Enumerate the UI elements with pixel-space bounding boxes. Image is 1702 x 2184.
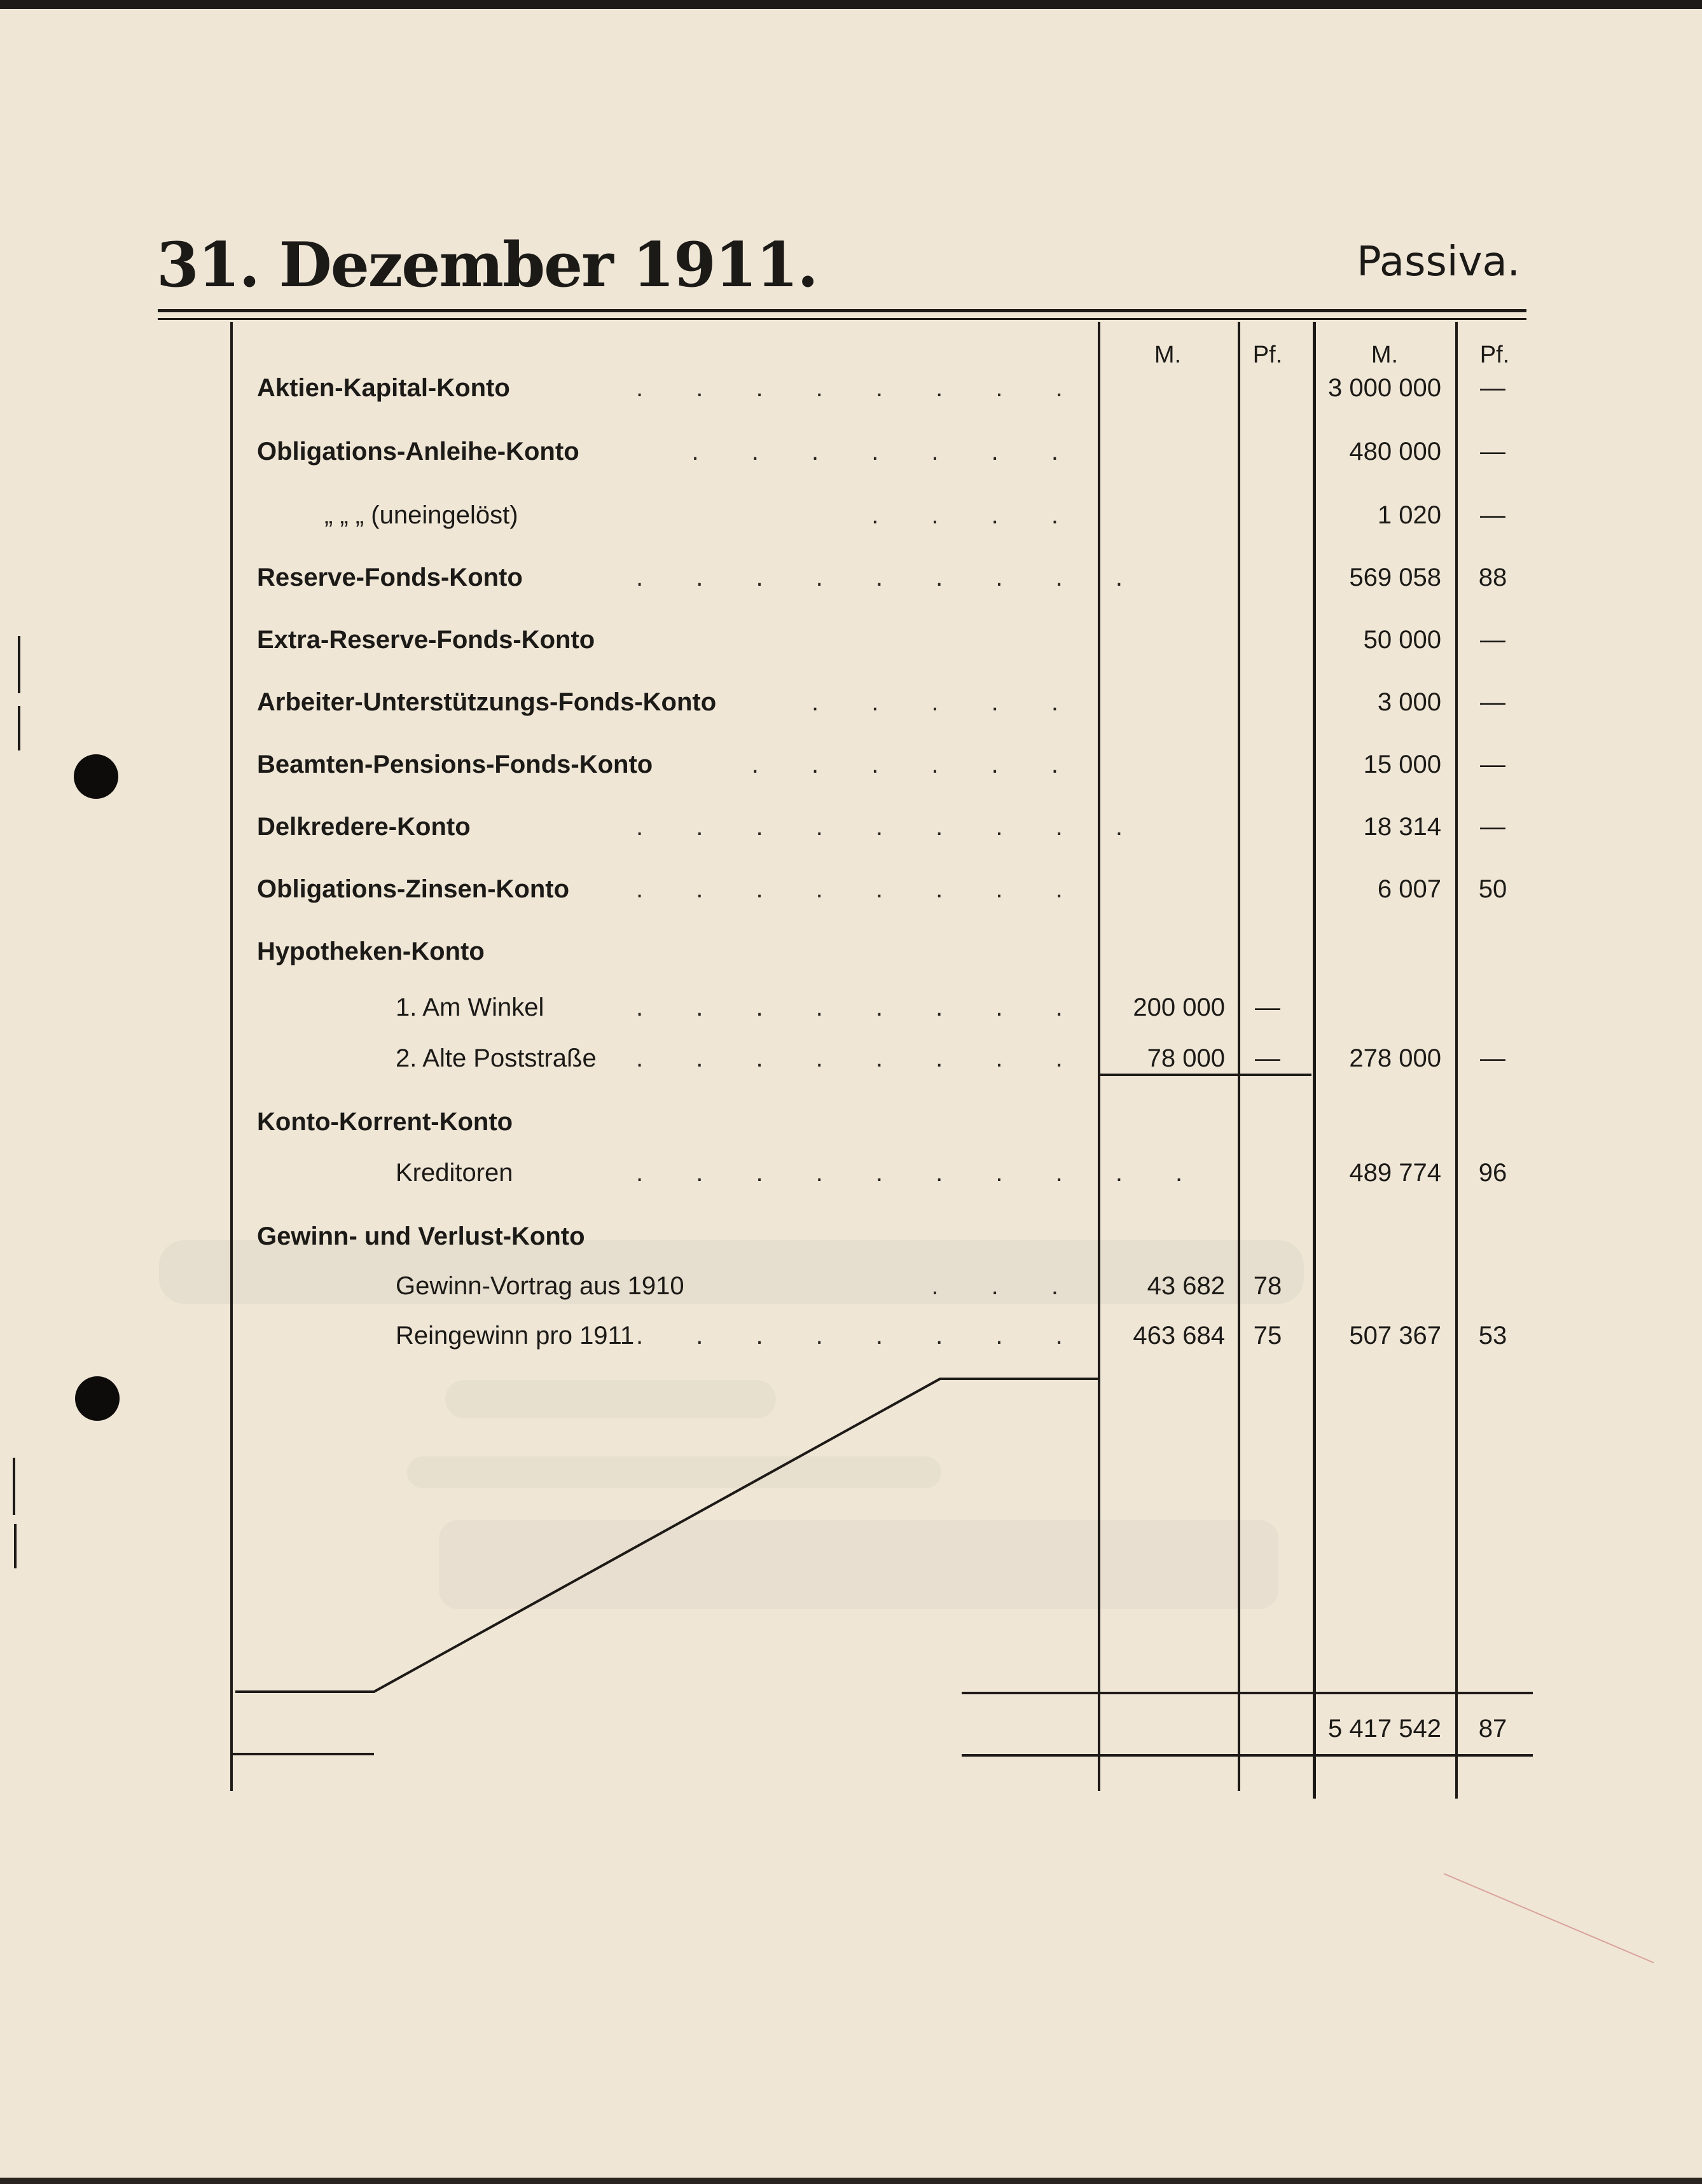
leader-dots: . . . . . . . . (636, 374, 1086, 402)
grand-total-mark: 5 417 542 (1328, 1715, 1441, 1743)
total-mark: 50 000 (1363, 626, 1441, 654)
amount-pfennig: 75 (1253, 1322, 1282, 1350)
total-mark: 569 058 (1349, 563, 1441, 591)
total-mark: 1 020 (1377, 501, 1441, 529)
total-mark: 18 314 (1363, 813, 1441, 841)
leader-dots: . . . . . . . . (636, 875, 1086, 903)
leader-dots: . . . . (871, 501, 1081, 529)
leader-dots: . . . . . . (751, 750, 1081, 778)
total-pfennig: — (1480, 750, 1505, 778)
amount-mark: 463 684 (1133, 1322, 1225, 1350)
leader-dots: . . . (931, 1272, 1081, 1300)
row-label: Beamten-Pensions-Fonds-Konto (257, 750, 653, 778)
row-label: Gewinn-Vortrag aus 1910 (396, 1272, 684, 1300)
leader-dots: . . . . . . . . . (636, 813, 1145, 841)
total-mark: 278 000 (1349, 1044, 1441, 1072)
total-pfennig: — (1480, 688, 1505, 716)
amount-pfennig: — (1255, 1044, 1280, 1072)
leader-dots: . . . . . . . . (636, 993, 1086, 1021)
column-header-pfennig-1: Pf. (1252, 342, 1283, 368)
total-pfennig: — (1480, 374, 1505, 402)
total-pfennig: — (1480, 813, 1505, 841)
row-label: Arbeiter-Unterstützungs-Fonds-Konto (257, 688, 717, 716)
leader-dots: . . . . . . . (691, 438, 1081, 466)
column-header-mark-1: M. (1154, 342, 1182, 368)
total-mark: 6 007 (1377, 875, 1441, 903)
amount-pfennig: — (1255, 993, 1280, 1021)
total-mark: 3 000 000 (1328, 374, 1441, 402)
total-pfennig: — (1480, 438, 1505, 466)
leader-dots: . . . . . (811, 688, 1081, 716)
total-pfennig: 50 (1478, 875, 1507, 903)
row-label: Hypotheken-Konto (257, 937, 485, 965)
leader-dots: . . . . . . . . (636, 1322, 1086, 1350)
amount-mark: 78 000 (1147, 1044, 1225, 1072)
grand-total-pfennig: 87 (1478, 1715, 1507, 1743)
leader-dots: . . . . . . . . (636, 1044, 1086, 1072)
row-label: „ „ „ (uneingelöst) (324, 501, 518, 529)
row-label: Gewinn- und Verlust-Konto (257, 1222, 585, 1250)
page-title: 31. Dezember 1911. (156, 229, 817, 301)
column-header-pfennig-2: Pf. (1479, 342, 1510, 368)
row-label: Reingewinn pro 1911 (396, 1322, 635, 1350)
row-label: Delkredere-Konto (257, 813, 471, 841)
row-label: 1. Am Winkel (396, 993, 544, 1021)
row-label: Obligations-Zinsen-Konto (257, 875, 570, 903)
row-label: Reserve-Fonds-Konto (257, 563, 523, 591)
column-header-mark-2: M. (1371, 342, 1399, 368)
amount-mark: 200 000 (1133, 993, 1225, 1021)
total-pfennig: 96 (1478, 1159, 1507, 1187)
amount-mark: 43 682 (1147, 1272, 1225, 1300)
row-label: Kreditoren (396, 1159, 513, 1187)
amount-pfennig: 78 (1253, 1272, 1282, 1300)
total-pfennig: — (1480, 1044, 1505, 1072)
row-label: Extra-Reserve-Fonds-Konto (257, 626, 595, 654)
total-pfennig: 53 (1478, 1322, 1507, 1350)
total-pfennig: — (1480, 501, 1505, 529)
row-label: 2. Alte Poststraße (396, 1044, 597, 1072)
total-mark: 480 000 (1349, 438, 1441, 466)
leader-dots: . . . . . . . . . (636, 563, 1145, 591)
total-mark: 15 000 (1363, 750, 1441, 778)
leader-dots: . . . . . . . . . . (636, 1159, 1206, 1187)
total-mark: 3 000 (1377, 688, 1441, 716)
row-label: Obligations-Anleihe-Konto (257, 438, 579, 466)
total-mark: 489 774 (1349, 1159, 1441, 1187)
total-pfennig: 88 (1478, 563, 1507, 591)
total-mark: 507 367 (1349, 1322, 1441, 1350)
row-label: Konto-Korrent-Konto (257, 1108, 513, 1136)
row-label: Aktien-Kapital-Konto (257, 374, 510, 402)
total-pfennig: — (1480, 626, 1505, 654)
side-label: Passiva. (1357, 238, 1520, 286)
